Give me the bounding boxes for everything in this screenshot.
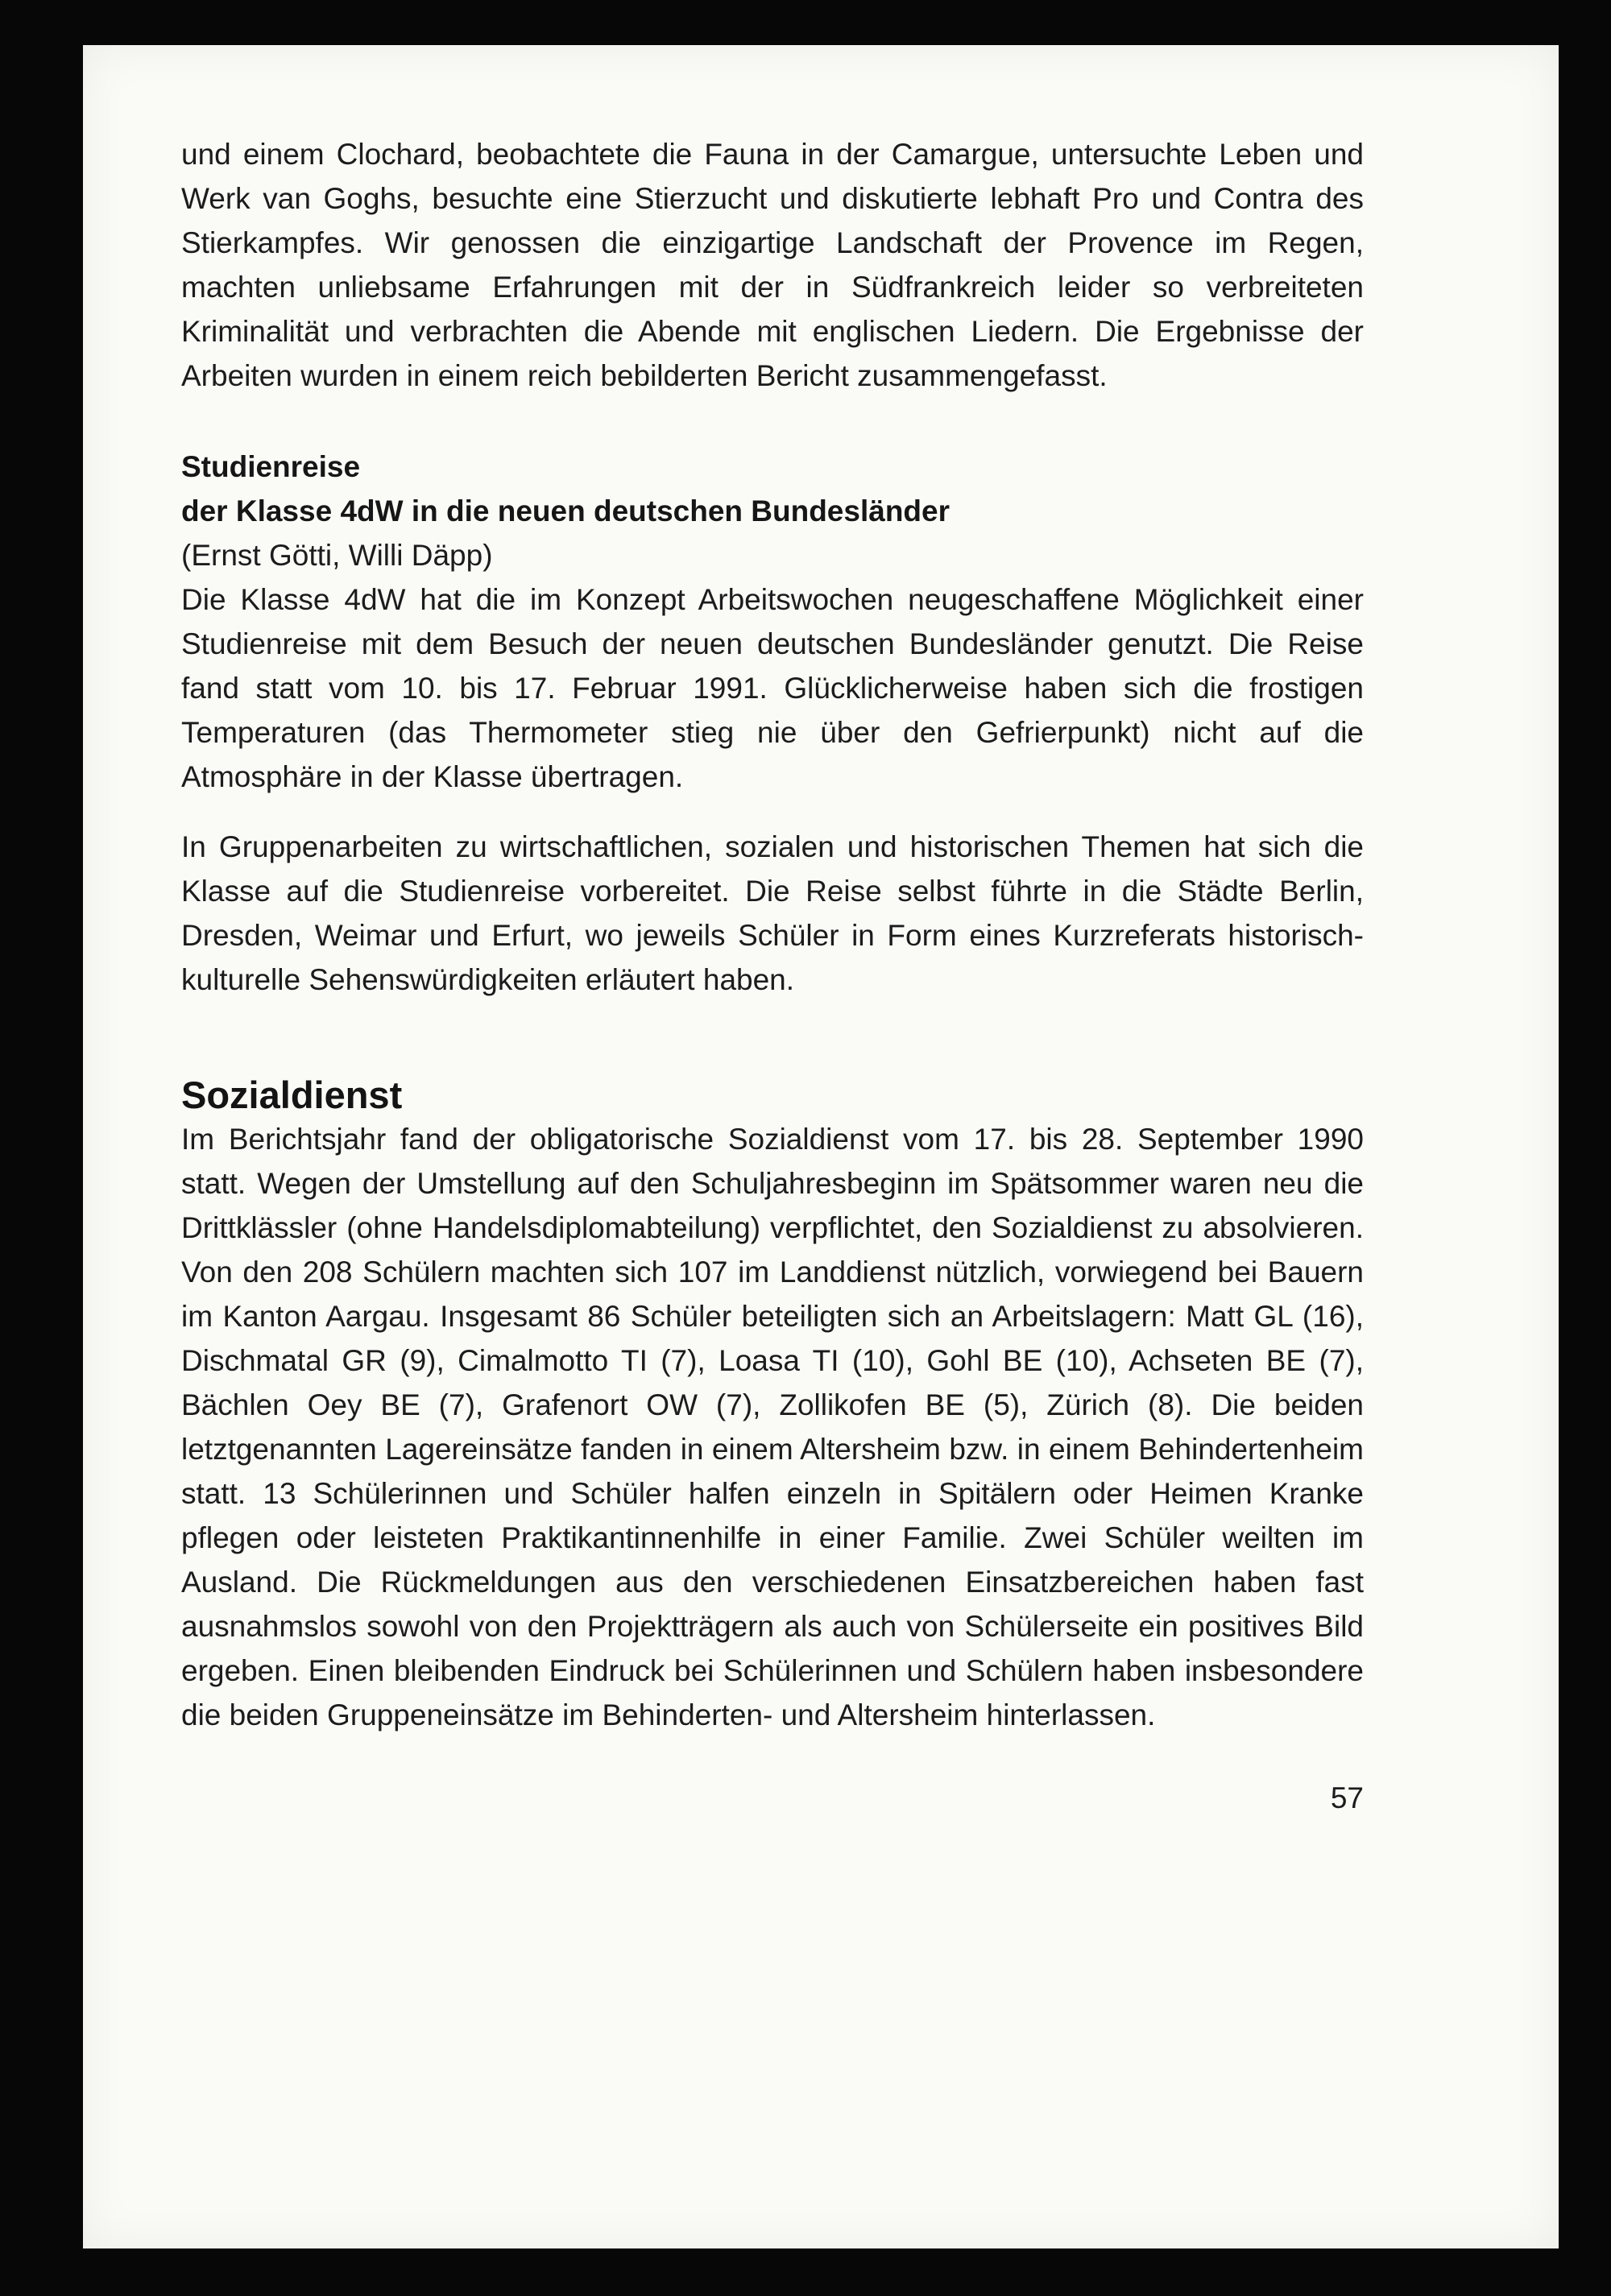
- page-number: 57: [1330, 1781, 1364, 1814]
- studienreise-heading-line2: der Klasse 4dW in die neuen deutschen Bundesländer: [181, 494, 950, 527]
- sozialdienst-heading: Sozialdienst: [181, 1074, 403, 1116]
- studienreise-heading-line1: Studienreise: [181, 450, 361, 483]
- text-block: [181, 132, 1364, 1820]
- sozialdienst-paragraph-1: Im Berichtsjahr fand der obligatorische Sozialdienst vom 17. bis 28. September 1990 statt. Wegen der Umstellung auf den Schuljahresbeginn im Spätsommer waren neu die Drittklässler (ohne Handelsdiplomabteilung) verpflichtet, den Sozialdienst zu absolvieren. Von den 208 Schülern machten sich 107 im Landdienst nützlich, vorwiegend bei Bauern im Kanton Aargau. Insgesamt 86 Schüler beteiligten sich an Arbeitslagern: Matt GL (16), Dischmatal GR (9), Cimalmotto TI (7), Loasa TI (10), Gohl BE (10), Achseten BE (7), Bächlen Oey BE (7), Grafenort OW (7), Zollikofen BE (5), Zürich (8). Die beiden letztgenannten Lagereinsätze fanden in einem Altersheim bzw. in einem Behindertenheim statt. 13 Schülerinnen und Schüler halfen einzeln in Spitälern oder Heimen Kranke pflegen oder leisteten Praktikantinnenhilfe in einer Familie. Zwei Schüler weilten im Ausland. Die Rückmeldungen aus den verschiedenen Einsatzbereichen haben fast ausnahmslos sowohl von den Projektträgern als auch von Schülerseite ein positives Bild ergeben. Einen bleibenden Eindruck bei Schülerinnen und Schülern haben insbesondere die beiden Gruppeneinsätze im Behinderten- und Altersheim hinterlassen.: [181, 1123, 1364, 1731]
- studienreise-paragraph-1: Die Klasse 4dW hat die im Konzept Arbeitswochen neugeschaffene Möglichkeit einer Studienreise mit dem Besuch der neuen deutschen Bundesländer genutzt. Die Reise fand statt vom 10. bis 17. Februar 1991. Glücklicherweise haben sich die frostigen Temperaturen (das Thermometer stieg nie über den Gefrierpunkt) nicht auf die Atmosphäre in der Klasse übertragen.: [181, 583, 1364, 793]
- studienreise-paragraph-2: In Gruppenarbeiten zu wirtschaftlichen, sozialen und historischen Themen hat sich die Klasse auf die Studienreise vorbereitet. Die Reise selbst führte in die Städte Berlin, Dresden, Weimar und Erfurt, wo jeweils Schüler in Form eines Kurzreferats historisch-kulturelle Sehenswürdigkeiten erläutert haben.: [181, 830, 1364, 996]
- document-page: [83, 45, 1559, 2248]
- intro-paragraph: und einem Clochard, beobachtete die Fauna in der Camargue, untersuchte Leben und Werk van Goghs, besuchte eine Stierzucht und diskutierte lebhaft Pro und Contra des Stierkampfes. Wir genossen die einzigartige Landschaft der Provence im Regen, machten unliebsame Erfahrungen mit der in Südfrankreich leider so verbreiteten Kriminalität und verbrachten die Abende mit englischen Liedern. Die Ergebnisse der Arbeiten wurden in einem reich bebilderten Bericht zusammengefasst.: [181, 138, 1364, 392]
- studienreise-heading: [181, 445, 1364, 533]
- studienreise-byline: (Ernst Götti, Willi Däpp): [181, 539, 493, 572]
